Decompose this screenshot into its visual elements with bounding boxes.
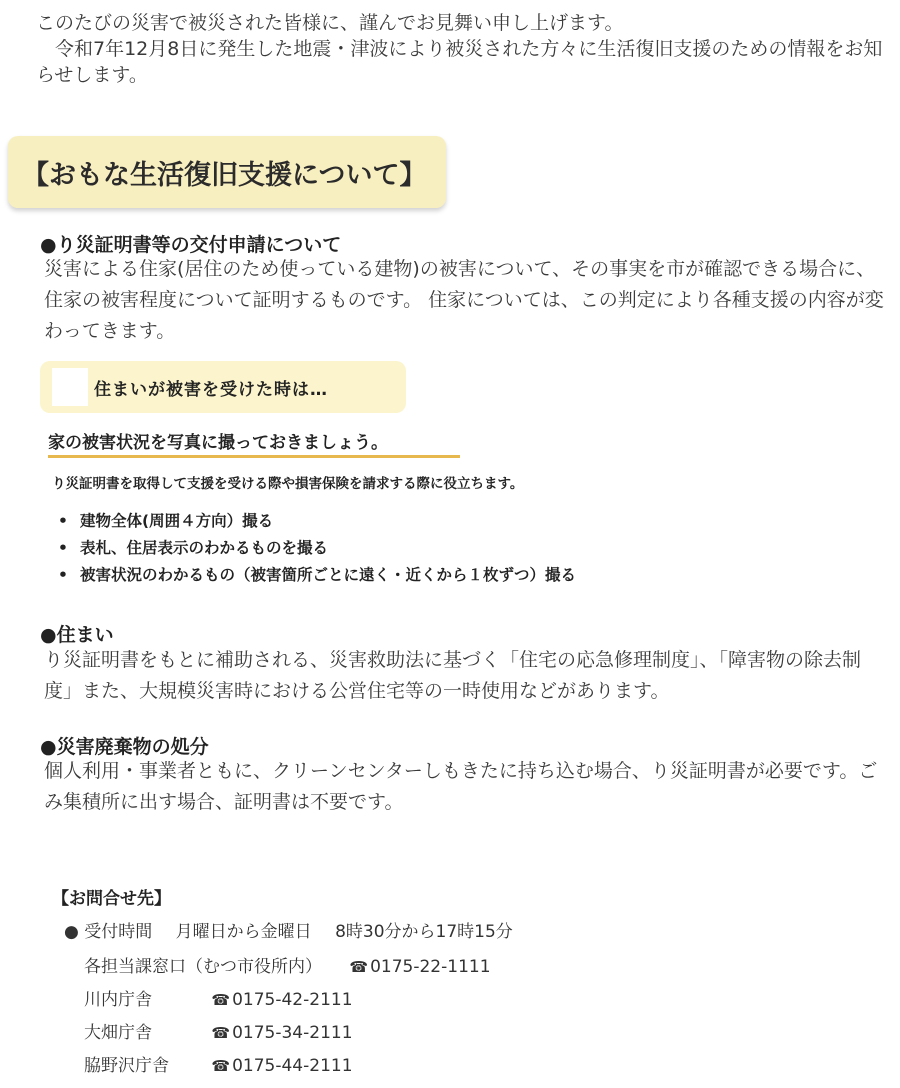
- office-tel-number: 0175-22-1111: [370, 957, 491, 977]
- contact-hours-days: 月曜日から金曜日: [175, 922, 312, 942]
- office-tel-number: 0175-34-2111: [232, 1023, 353, 1043]
- damage-subbanner-text: 住まいが被害を受けた時は…: [94, 379, 328, 400]
- office-name: 脇野沢庁舎: [84, 1056, 169, 1076]
- intro-greeting: このたびの災害で被災された皆様に、謹んでお見舞い申し上げます。: [36, 12, 624, 34]
- damage-subbanner: [40, 361, 406, 413]
- list-item: • 被害状況のわかるもの（被害箇所ごとに遠く・近くから１枚ずつ）撮る: [58, 562, 576, 589]
- list-item: • 表札、住居表示のわかるものを撮る: [58, 535, 576, 562]
- contact-title: 【お問合せ先】: [52, 889, 171, 909]
- photo-note: り災証明書を取得して支援を受ける際や損害保険を請求する際に役立ちます。: [52, 476, 524, 492]
- photo-heading: 家の被害状況を写真に撮っておきましょう。: [48, 428, 460, 458]
- main-section-title: 【おもな生活復旧支援について】: [22, 159, 427, 191]
- contact-office-row: [84, 1052, 353, 1080]
- phone-icon: ☎: [211, 991, 231, 1009]
- contact-office-row: [84, 953, 491, 981]
- section-housing-body: り災証明書をもとに補助される、災害救助法に基づく「住宅の応急修理制度」、「障害物の除去制度」また、大規模災害時における公営住宅等の一時使用などがあります。: [44, 649, 862, 702]
- phone-icon: ☎: [349, 958, 369, 976]
- intro: [36, 10, 886, 88]
- office-name: 各担当課窓口（むつ市役所内）: [84, 957, 322, 977]
- section-risai-body: 災害による住家(居住のため使っている建物)の被害について、その事実を市が確認できる場合に、住家の被害程度について証明するものです。 住家については、この判定により各種支援の内容が変わってきます。: [44, 258, 884, 342]
- section-waste-body: 個人利用・事業者ともに、クリーンセンターしもきたに持ち込む場合、り災証明書が必要です。ごみ集積所に出す場合、証明書は不要です。: [44, 760, 878, 813]
- section-risai-title: ●り災証明書等の交付申請について: [40, 234, 342, 256]
- office-tel: [211, 986, 352, 1014]
- phone-icon: ☎: [211, 1024, 231, 1042]
- office-tel: [211, 1019, 352, 1047]
- office-name: 大畑庁舎: [84, 1023, 152, 1043]
- office-tel: [211, 1052, 352, 1080]
- contact-office-row: [84, 986, 353, 1014]
- section-waste-title: ●災害廃棄物の処分: [40, 736, 209, 758]
- office-tel-number: 0175-44-2111: [232, 1056, 353, 1076]
- section-housing-title: ●住まい: [40, 624, 114, 646]
- office-tel-number: 0175-42-2111: [232, 990, 353, 1010]
- intro-notice: 令和7年12月8日に発生した地震・津波により被災された方々に生活復旧支援のための情報をお知らせします。: [36, 38, 883, 86]
- main-section-banner: [8, 136, 446, 208]
- contact-office-row: [84, 1019, 353, 1047]
- phone-icon: ☎: [211, 1057, 231, 1075]
- list-item: • 建物全体(周囲４方向）撮る: [58, 508, 576, 535]
- contact-hours-time: 8時30分から17時15分: [335, 922, 513, 942]
- contact-hours: [64, 918, 513, 946]
- contact-hours-label: ● 受付時間: [64, 922, 153, 942]
- office-tel: [349, 953, 490, 981]
- office-name: 川内庁舎: [84, 990, 152, 1010]
- subbanner-blank-box: [52, 368, 88, 406]
- photo-bullet-list: [58, 508, 576, 589]
